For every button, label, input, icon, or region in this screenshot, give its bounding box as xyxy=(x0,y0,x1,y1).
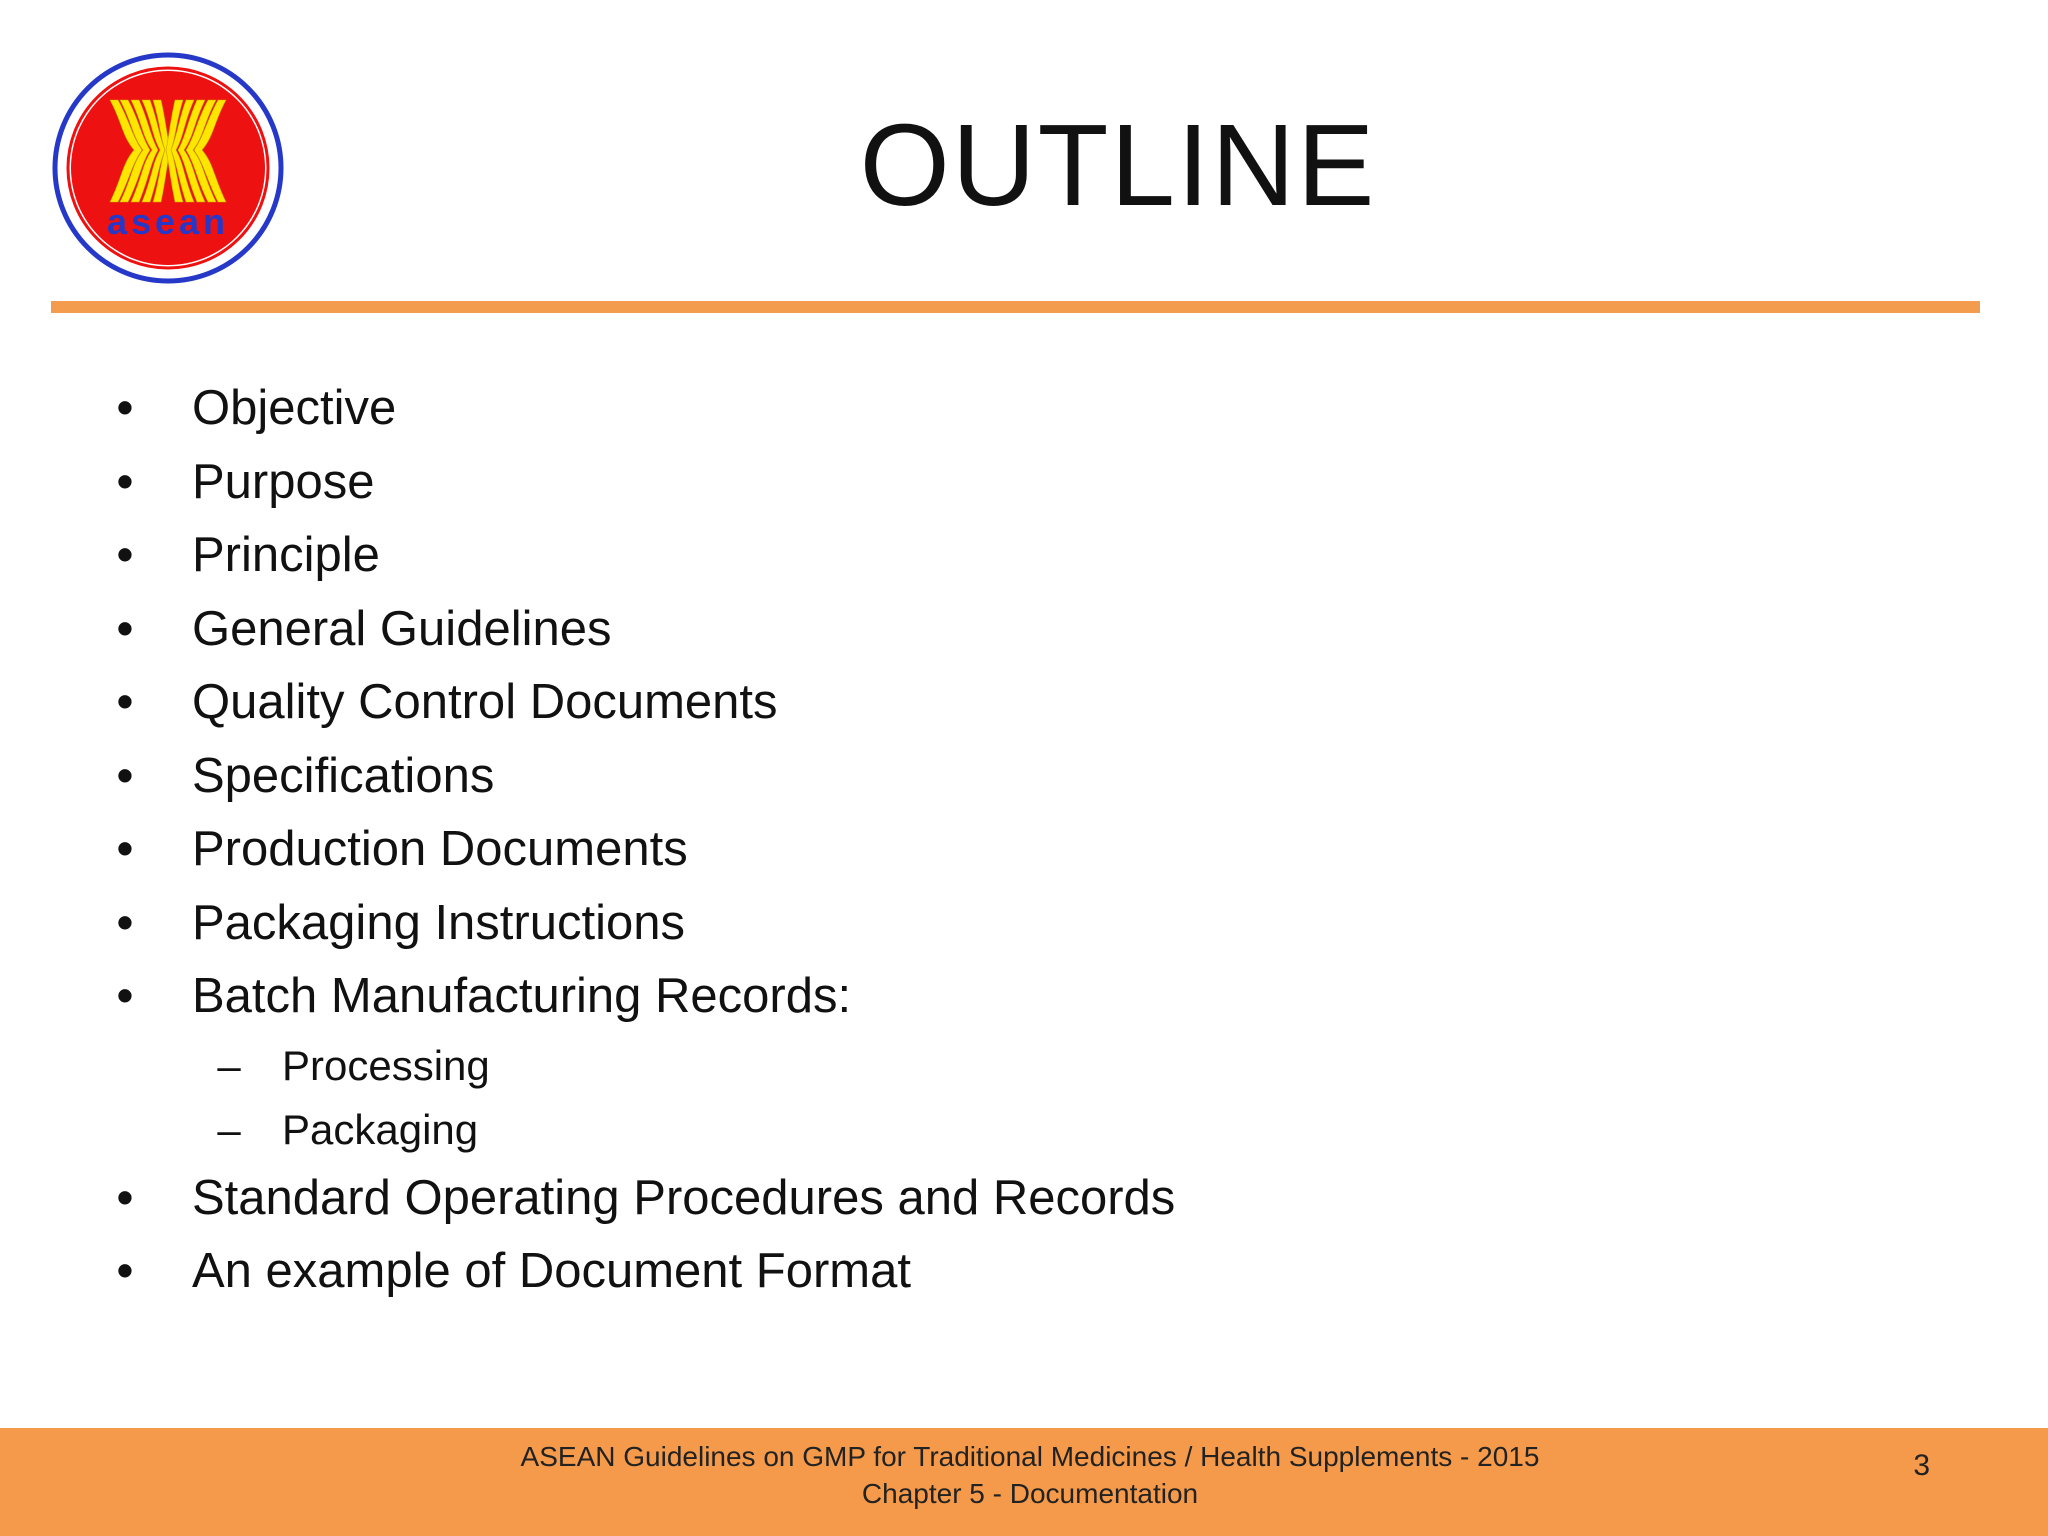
outline-item-label: Batch Manufacturing Records: xyxy=(192,969,852,1023)
bullet-marker: • xyxy=(116,748,134,803)
footer-line-chapter: Chapter 5 - Documentation xyxy=(861,1478,1199,1509)
outline-item-label: Quality Control Documents xyxy=(192,675,778,729)
dash-marker: – xyxy=(217,1105,241,1153)
outline-item-packaging-instructions xyxy=(110,887,1610,961)
header-divider xyxy=(51,301,1980,313)
page-number: 3 xyxy=(1913,1449,1930,1482)
bullet-marker: • xyxy=(116,675,134,729)
asean-logo xyxy=(52,52,284,284)
bullet-marker: • xyxy=(116,454,134,509)
outline-item-label: Standard Operating Procedures and Records xyxy=(192,1170,1176,1225)
outline-sub-list-container xyxy=(110,1034,1610,1162)
bullet-marker: • xyxy=(116,895,134,950)
outline-subitem-packaging xyxy=(110,1098,1610,1162)
outline-subitem-processing xyxy=(110,1034,1610,1098)
outline-sub-list xyxy=(110,1034,1610,1162)
outline-item-objective xyxy=(110,372,1610,446)
outline-item-label: Packaging Instructions xyxy=(192,895,685,950)
footer-line-guidelines: ASEAN Guidelines on GMP for Traditional Medicines / Health Supplements - 2015 xyxy=(520,1441,1540,1472)
outline-item-production-documents xyxy=(110,813,1610,887)
bullet-marker: • xyxy=(116,822,134,876)
dash-marker: – xyxy=(217,1041,241,1089)
outline-item-purpose xyxy=(110,446,1610,520)
outline-item-label: Purpose xyxy=(192,454,375,509)
outline-item-quality-control-documents xyxy=(110,666,1610,740)
footer-text xyxy=(300,1438,1760,1512)
outline-item-label: Objective xyxy=(192,381,397,435)
outline-subitem-label: Processing xyxy=(282,1041,490,1089)
outline-item-label: Principle xyxy=(192,528,380,582)
asean-emblem-icon xyxy=(52,52,284,284)
outline-subitem-label: Packaging xyxy=(282,1105,479,1153)
bullet-marker: • xyxy=(116,381,134,435)
outline-item-label: Specifications xyxy=(192,748,495,803)
bullet-marker: • xyxy=(116,1244,134,1298)
bullet-marker: • xyxy=(116,969,134,1023)
outline-item-label: Production Documents xyxy=(192,822,688,876)
outline-item-document-format-example xyxy=(110,1235,1610,1309)
footer-bar xyxy=(0,1428,2048,1536)
outline-list xyxy=(110,372,1610,1309)
bullet-marker: • xyxy=(116,1170,134,1225)
outline-item-standard-operating-procedures xyxy=(110,1162,1610,1236)
outline-item-label: An example of Document Format xyxy=(192,1244,911,1298)
bullet-marker: • xyxy=(116,528,134,582)
outline-item-specifications xyxy=(110,740,1610,814)
outline-item-general-guidelines xyxy=(110,593,1610,667)
outline-item-principle xyxy=(110,519,1610,593)
page-title: OUTLINE xyxy=(859,100,1377,230)
outline-item-label: General Guidelines xyxy=(192,601,612,656)
bullet-marker: • xyxy=(116,601,134,656)
logo-wordmark: asean xyxy=(106,201,230,242)
outline-item-batch-manufacturing-records xyxy=(110,960,1610,1034)
